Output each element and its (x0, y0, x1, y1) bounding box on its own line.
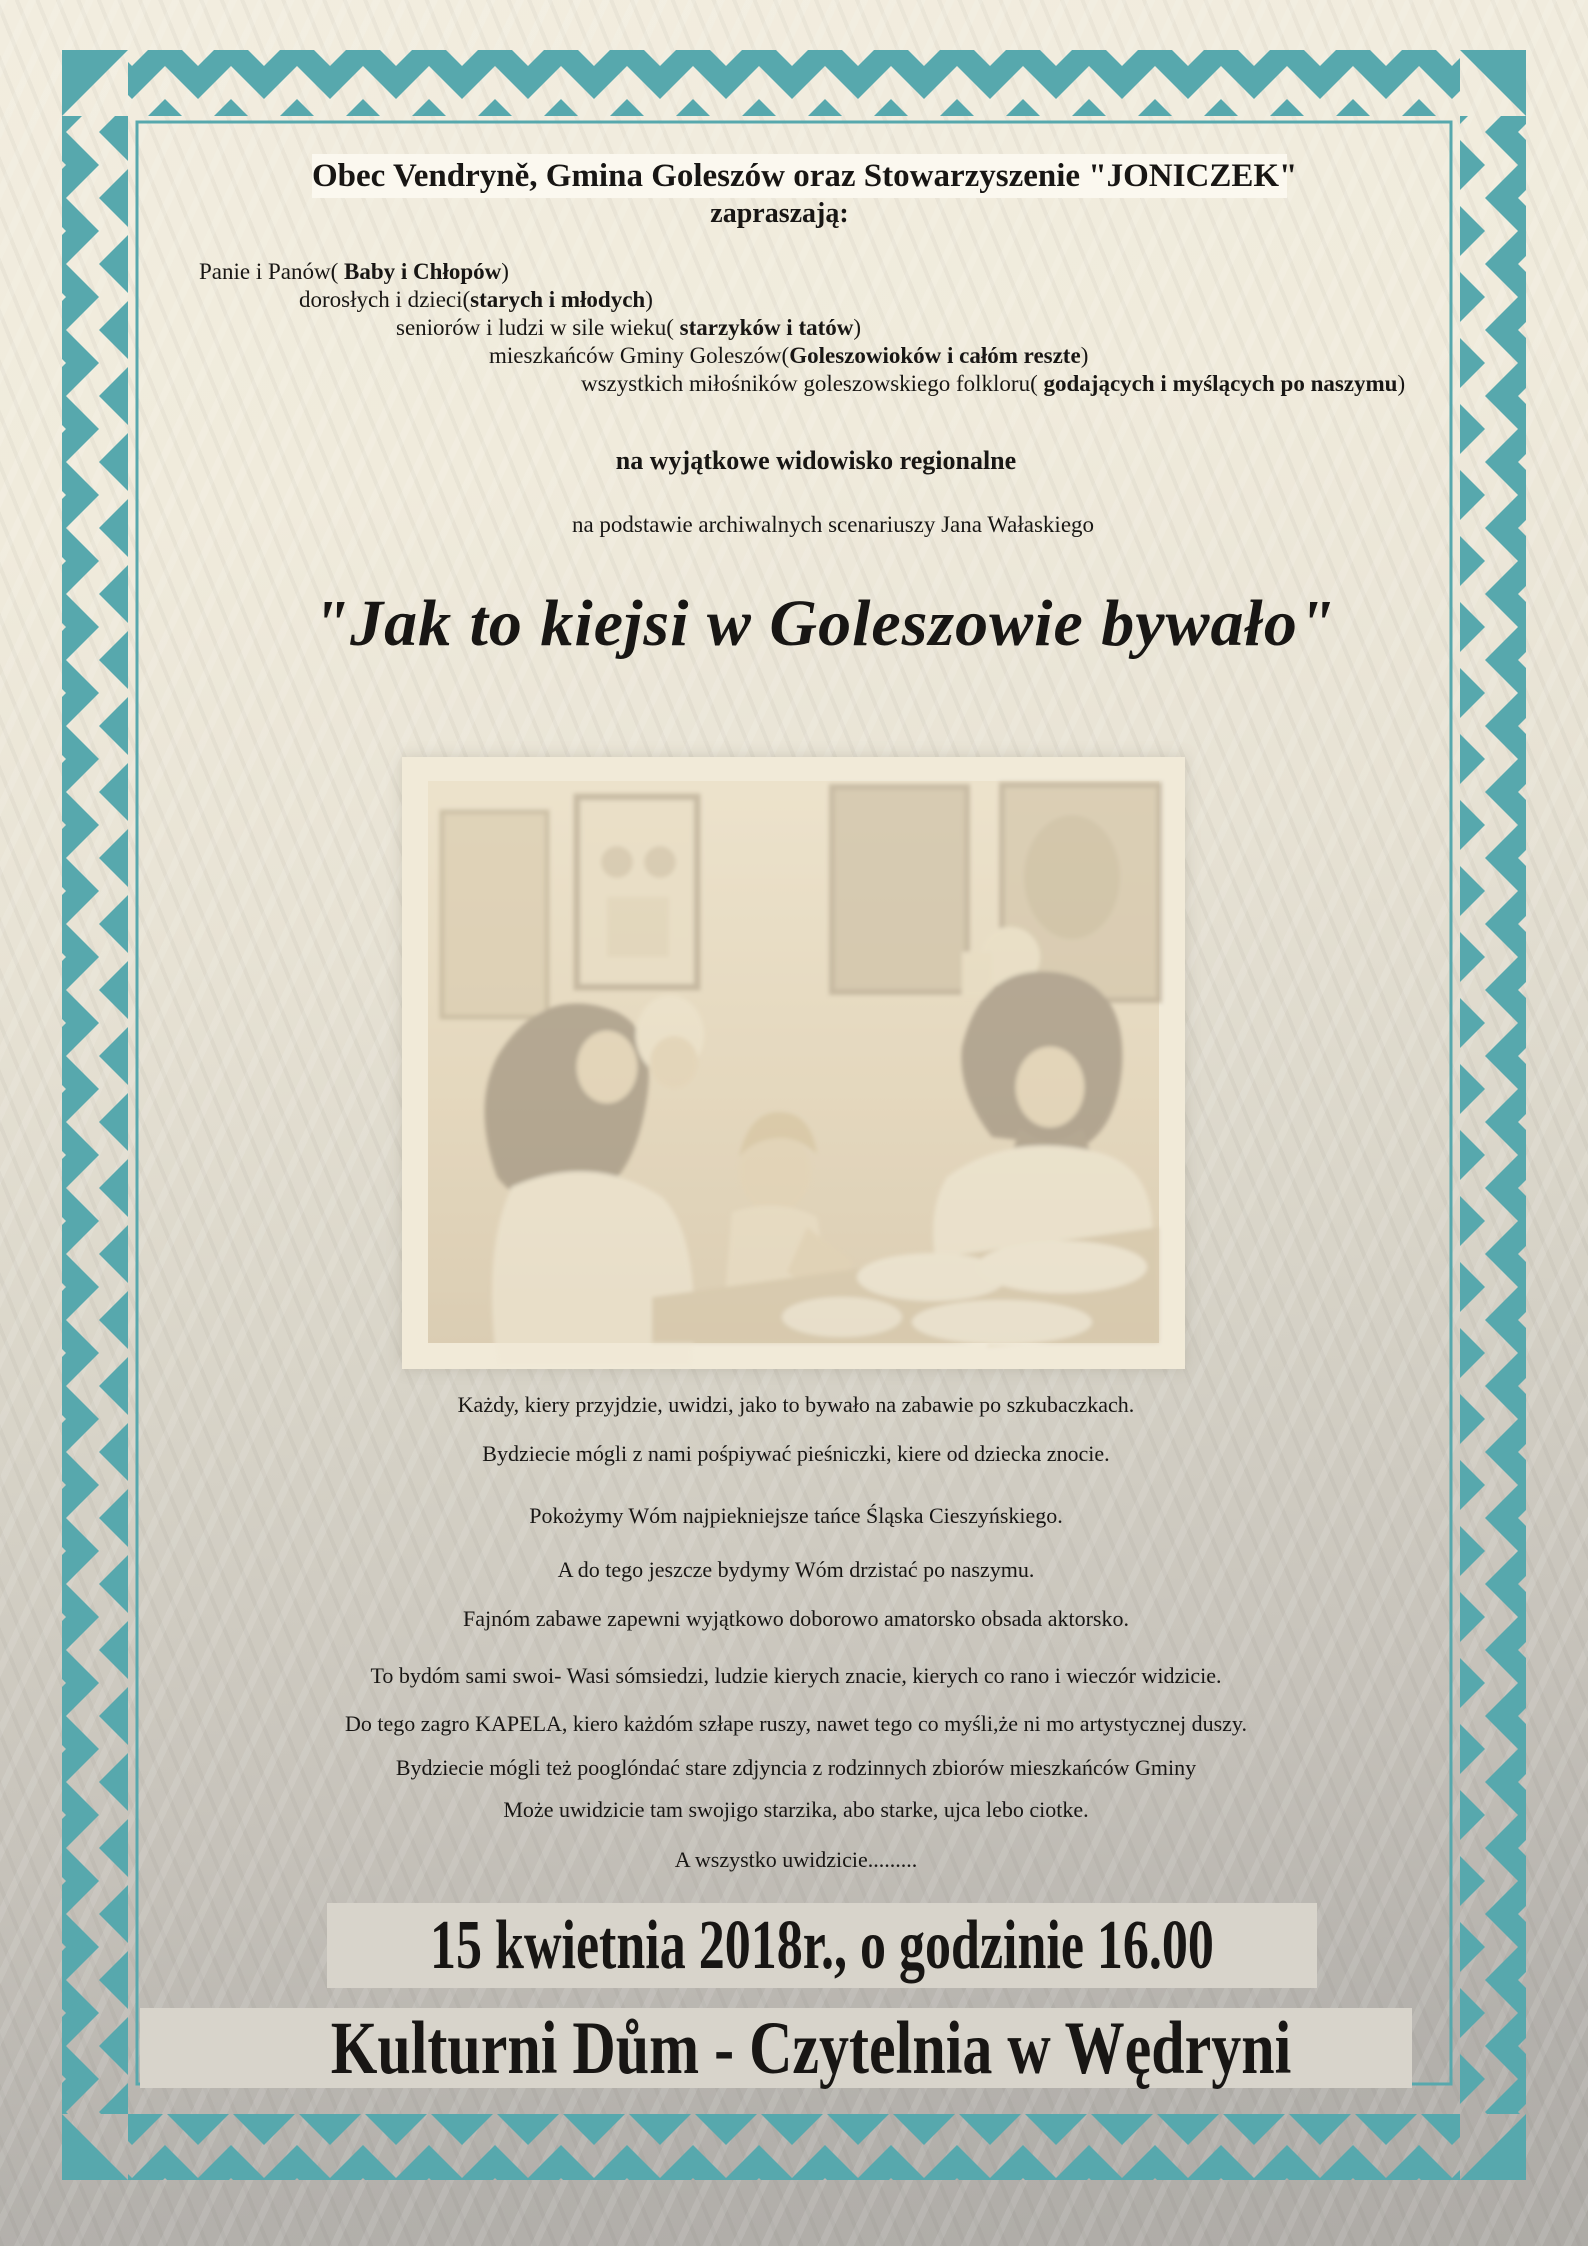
invitee-line-2 (299, 286, 653, 313)
date-line: 15 kwietnia 2018r., o godzinie 16.00 (430, 1907, 1214, 1984)
description-line-2: Bydziecie mógli z nami pośpiywać pieśniczki, kiere od dziecka znocie. (482, 1441, 1110, 1466)
venue-highlight (140, 2008, 1412, 2088)
invitee-4-suffix: ) (1080, 343, 1089, 368)
invitee-4-prefix: mieszkańców Gminy Goleszów( (489, 343, 790, 368)
invitee-line-3 (396, 314, 861, 341)
invitee-2-suffix: ) (645, 287, 653, 312)
invitee-5-bold: godających i myślących po naszymu (1043, 371, 1398, 396)
invitee-1-prefix: Panie i Panów( (199, 259, 345, 284)
invitee-4-bold: Goleszowioków i całóm reszte (789, 343, 1081, 368)
based-on-line: na podstawie archiwalnych scenariuszy Jana Wałaskiego (571, 512, 1095, 537)
border-right-strip (1460, 116, 1526, 2114)
invitee-5-suffix: ) (1397, 371, 1406, 396)
archival-photo (402, 757, 1185, 1369)
invite-word: zapraszają: (710, 198, 849, 229)
border-corner-tl (62, 50, 128, 116)
description-line-5: Fajnóm zabawe zapewni wyjątkowo doborowo amatorsko obsada aktorsko. (463, 1606, 1129, 1631)
description-line-8: Bydziecie mógli też pooglóndać stare zdjyncia z rodzinnych zbiorów mieszkańców Gminy (395, 1755, 1197, 1780)
description-line-4: A do tego jeszcze bydymy Wóm drzistać po naszymu. (557, 1557, 1035, 1582)
main-title: "Jak to kiejsi w Goleszowie bywało" (312, 587, 1336, 660)
border-left-strip (62, 116, 128, 2114)
invitee-3-prefix: seniorów i ludzi w sile wieku( (396, 315, 680, 340)
border-corner-bl (62, 2114, 128, 2180)
photo-fade-veil (402, 757, 1185, 1369)
invitee-3-suffix: ) (853, 315, 862, 340)
venue-line: Kulturni Dům - Czytelnia w Wędryni (330, 2006, 1292, 2089)
description-line-9: Może uwidzicie tam swojigo starzika, abo starke, ujca lebo ciotke. (503, 1797, 1089, 1822)
invitee-1-bold: Baby i Chłopów (344, 259, 502, 284)
date-highlight (327, 1903, 1317, 1988)
invitee-2-prefix: dorosłych i dzieci( (299, 287, 471, 312)
description-line-7: Do tego zagro KAPELA, kiero każdóm szłape ruszy, nawet tego co myśli,że ni mo artystycznej duszy. (345, 1711, 1247, 1736)
invitee-5-prefix: wszystkich miłośników goleszowskiego folkloru( (581, 371, 1044, 396)
invitee-line-1 (199, 258, 509, 285)
invitee-2-bold: starych i młodych (470, 287, 646, 312)
invitee-line-5 (581, 370, 1405, 397)
description-line-10: A wszystko uwidzicie......... (674, 1847, 918, 1872)
event-type-line: na wyjątkowe widowisko regionalne (615, 446, 1017, 475)
description-block (140, 1392, 1452, 1873)
invitee-line-4 (489, 342, 1088, 369)
organizer-line: Obec Vendryně, Gmina Goleszów oraz Stowarzyszenie "JONICZEK" (312, 158, 1298, 194)
invitee-3-bold: starzyków i tatów (679, 315, 854, 340)
description-line-3: Pokożymy Wóm najpiekniejsze tańce Śląska Cieszyńskiego. (529, 1503, 1063, 1528)
description-line-6: To bydóm sami swoi- Wasi sómsiedzi, ludzie kierych znacie, kierych co rano i wieczór widzicie. (370, 1663, 1222, 1688)
invitee-1-suffix: ) (501, 259, 509, 284)
border-corner-br (1460, 2114, 1526, 2180)
border-corner-tr (1460, 50, 1526, 116)
description-line-1: Każdy, kiery przyjdzie, uwidzi, jako to bywało na zabawie po szkubaczkach. (457, 1392, 1135, 1417)
border-top-strip (128, 50, 1460, 116)
border-bottom-strip (128, 2114, 1460, 2180)
